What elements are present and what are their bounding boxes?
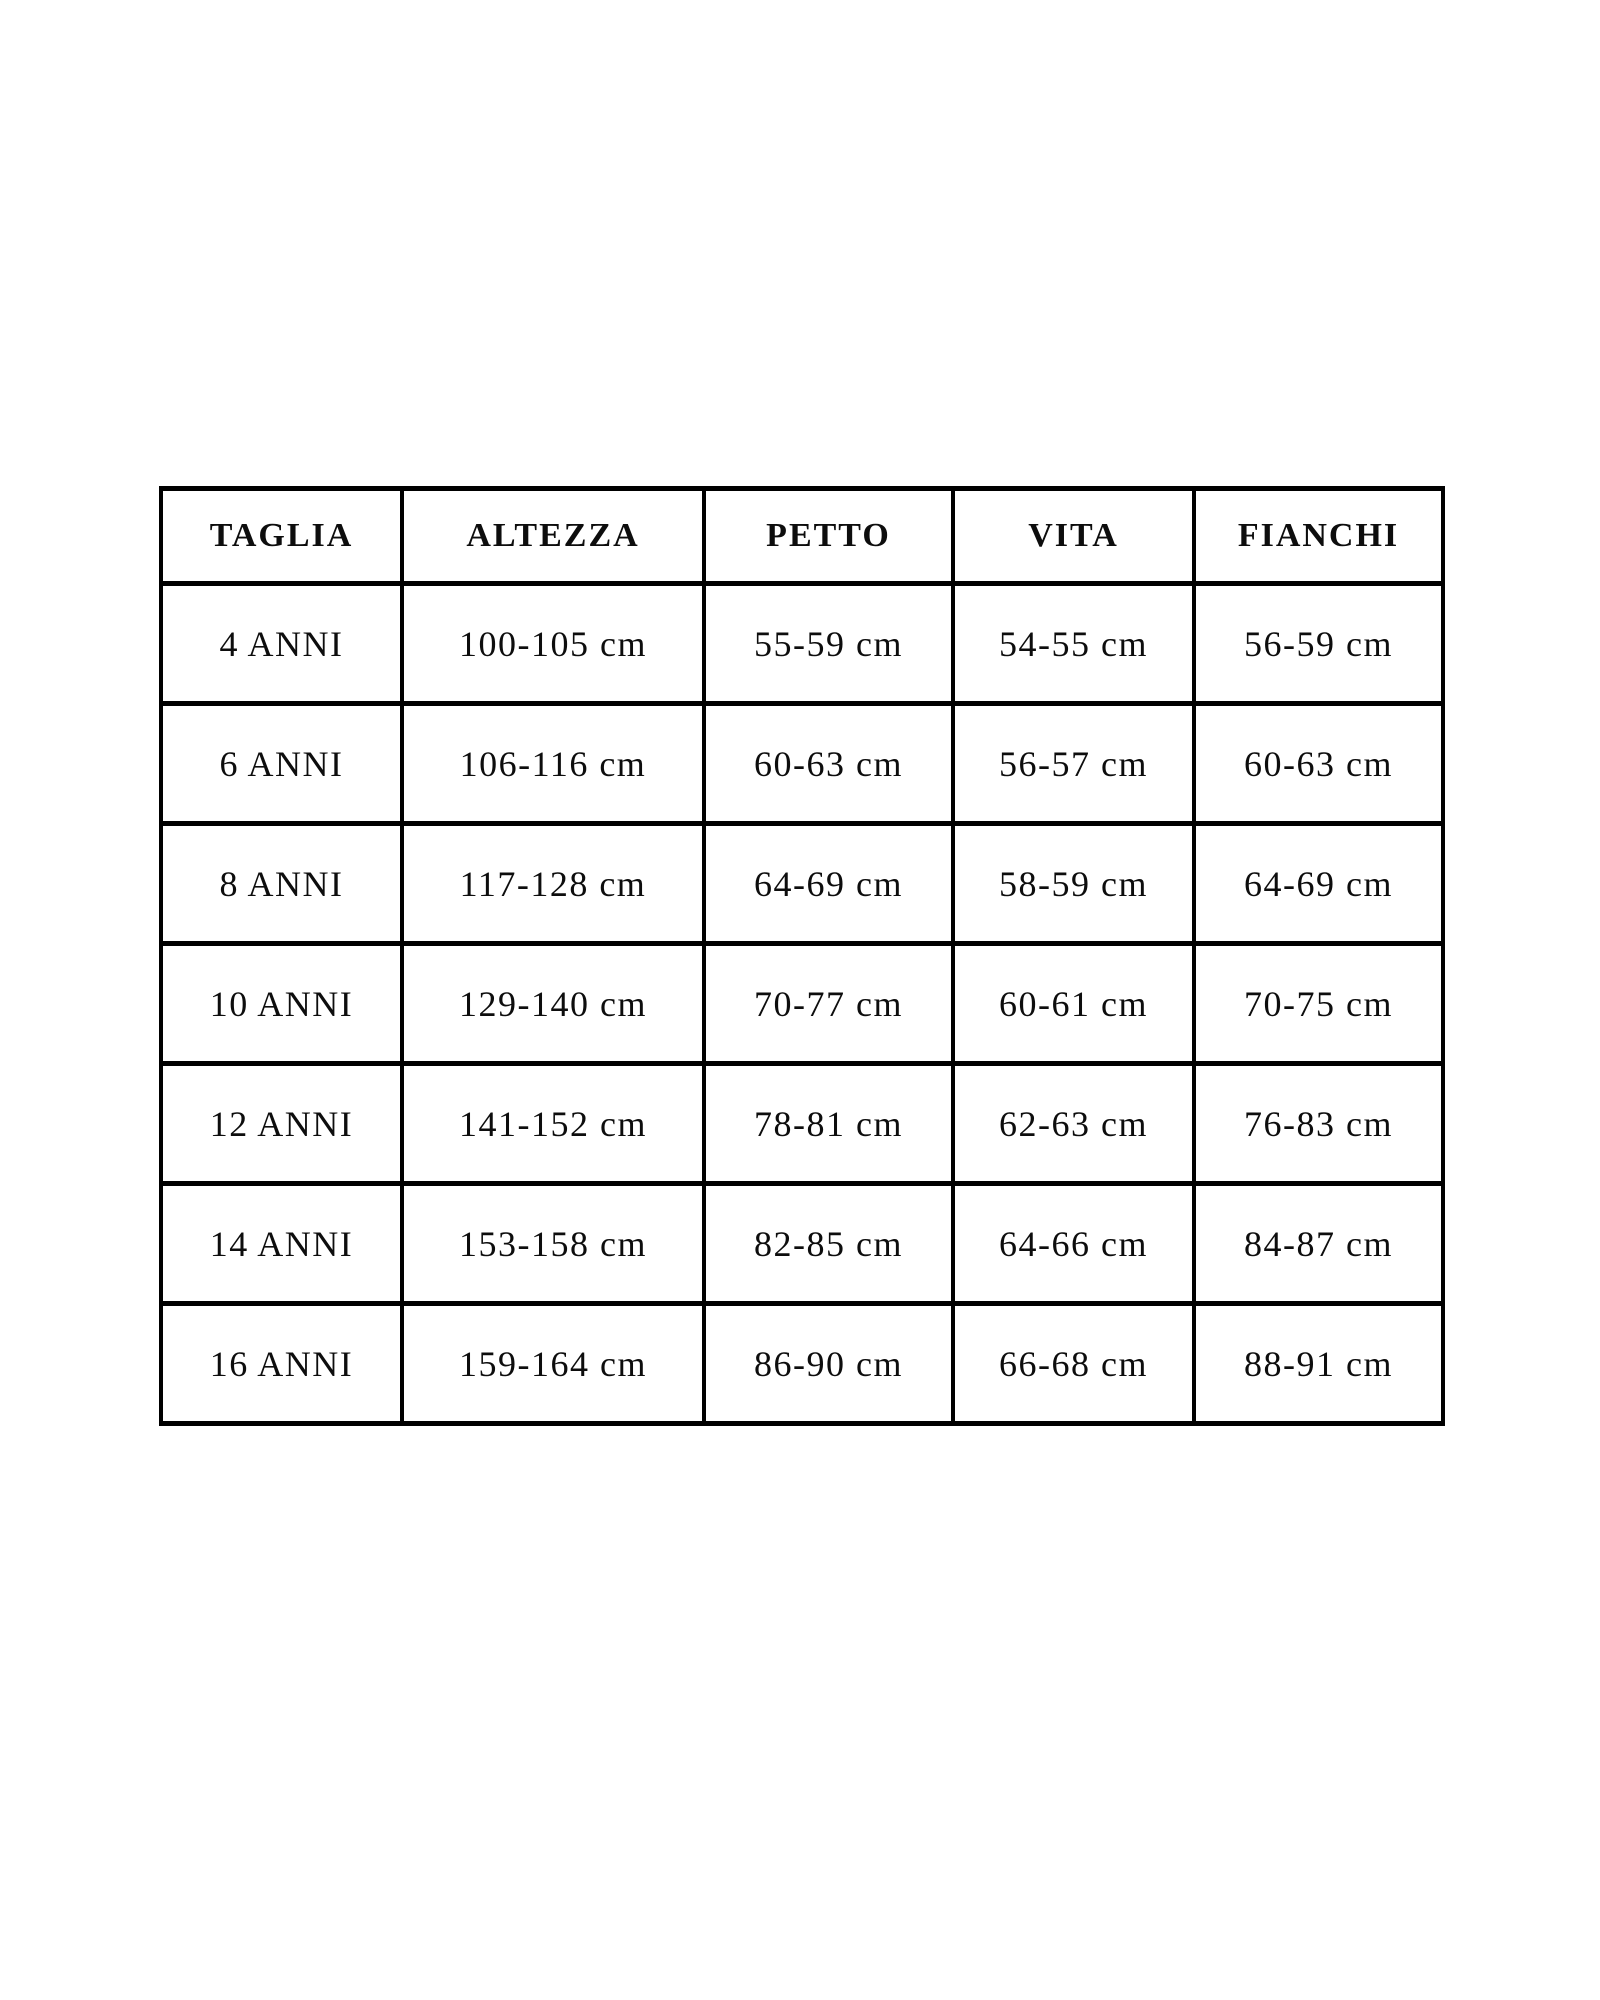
table-row [161, 584, 1443, 704]
measurement-cell: 64-66 cm [953, 1184, 1194, 1304]
size-chart-table [159, 486, 1445, 1426]
measurement-cell: 55-59 cm [704, 584, 953, 704]
measurement-cell: 86-90 cm [704, 1304, 953, 1424]
table-row [161, 704, 1443, 824]
size-label-cell: 16 ANNI [161, 1304, 402, 1424]
measurement-cell: 56-59 cm [1194, 584, 1443, 704]
measurement-cell: 70-77 cm [704, 944, 953, 1064]
column-header-altezza: ALTEZZA [402, 489, 704, 584]
size-label-cell: 10 ANNI [161, 944, 402, 1064]
size-label-cell: 12 ANNI [161, 1064, 402, 1184]
table-row [161, 1184, 1443, 1304]
measurement-cell: 88-91 cm [1194, 1304, 1443, 1424]
table-body [161, 584, 1443, 1424]
measurement-cell: 100-105 cm [402, 584, 704, 704]
measurement-cell: 54-55 cm [953, 584, 1194, 704]
table-row [161, 824, 1443, 944]
measurement-cell: 159-164 cm [402, 1304, 704, 1424]
table-row [161, 1064, 1443, 1184]
measurement-cell: 129-140 cm [402, 944, 704, 1064]
measurement-cell: 76-83 cm [1194, 1064, 1443, 1184]
measurement-cell: 153-158 cm [402, 1184, 704, 1304]
measurement-cell: 84-87 cm [1194, 1184, 1443, 1304]
size-label-cell: 4 ANNI [161, 584, 402, 704]
column-header-fianchi: FIANCHI [1194, 489, 1443, 584]
measurement-cell: 66-68 cm [953, 1304, 1194, 1424]
table-row [161, 1304, 1443, 1424]
table-row [161, 944, 1443, 1064]
measurement-cell: 141-152 cm [402, 1064, 704, 1184]
column-header-taglia: TAGLIA [161, 489, 402, 584]
size-label-cell: 6 ANNI [161, 704, 402, 824]
measurement-cell: 117-128 cm [402, 824, 704, 944]
measurement-cell: 106-116 cm [402, 704, 704, 824]
measurement-cell: 56-57 cm [953, 704, 1194, 824]
measurement-cell: 82-85 cm [704, 1184, 953, 1304]
measurement-cell: 58-59 cm [953, 824, 1194, 944]
measurement-cell: 60-61 cm [953, 944, 1194, 1064]
column-header-petto: PETTO [704, 489, 953, 584]
header-row [161, 489, 1443, 584]
measurement-cell: 78-81 cm [704, 1064, 953, 1184]
column-header-vita: VITA [953, 489, 1194, 584]
measurement-cell: 64-69 cm [704, 824, 953, 944]
measurement-cell: 60-63 cm [1194, 704, 1443, 824]
measurement-cell: 60-63 cm [704, 704, 953, 824]
size-label-cell: 14 ANNI [161, 1184, 402, 1304]
measurement-cell: 70-75 cm [1194, 944, 1443, 1064]
measurement-cell: 62-63 cm [953, 1064, 1194, 1184]
size-label-cell: 8 ANNI [161, 824, 402, 944]
measurement-cell: 64-69 cm [1194, 824, 1443, 944]
